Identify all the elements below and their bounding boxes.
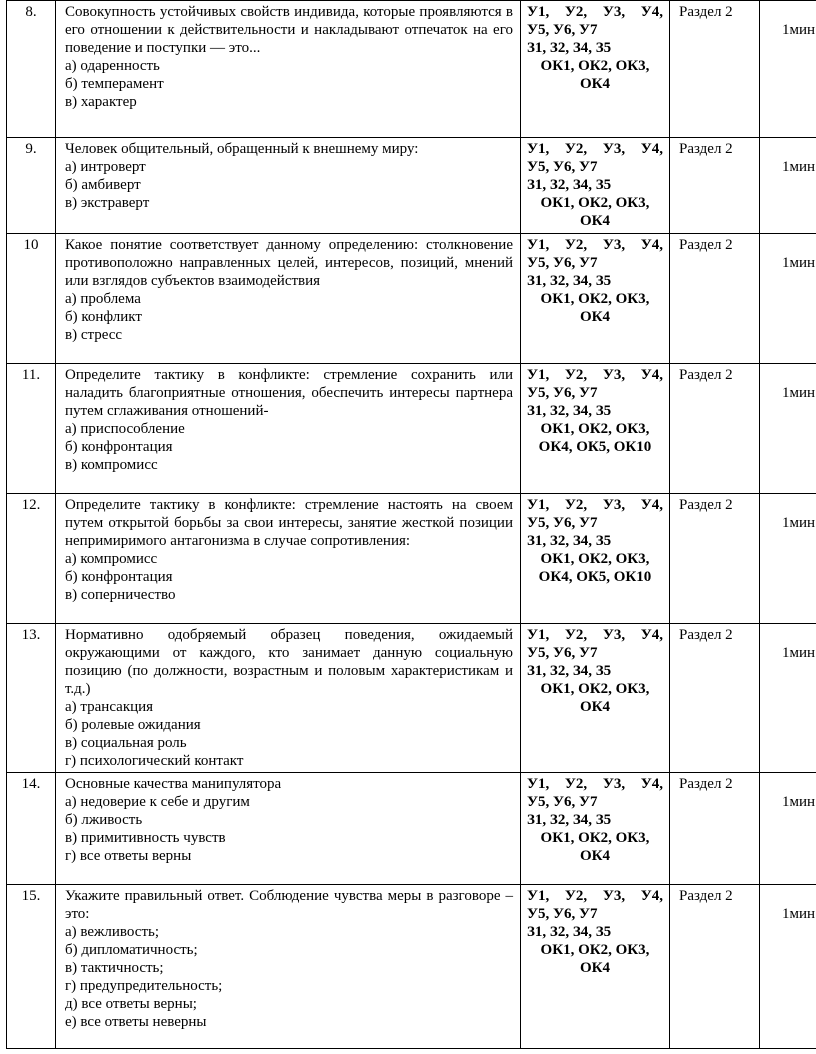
question-number: 12.	[7, 494, 56, 624]
competency-code: У2,	[564, 776, 588, 792]
section-cell: Раздел 2	[670, 1, 760, 138]
competency-code: У4,	[640, 776, 663, 792]
answer-option: а) вежливость;	[65, 924, 160, 940]
answer-option: г) предупредительность;	[65, 978, 223, 994]
answer-option: б) амбиверт	[65, 177, 141, 193]
competency-line: ОК4	[579, 960, 611, 976]
competency-line: З1, З2, З4, З5	[527, 663, 612, 679]
competency-line: ОК1, ОК2, ОК3,	[540, 291, 650, 307]
question-cell	[56, 885, 521, 1049]
time-cell: 1мин	[760, 885, 816, 1049]
competency-line: ОК1, ОК2, ОК3,	[540, 421, 650, 437]
answer-option: д) все ответы верны;	[65, 996, 197, 1012]
section-cell: Раздел 2	[670, 494, 760, 624]
competency-line: ОК4, ОК5, ОК10	[538, 439, 652, 455]
competency-code: У3,	[602, 141, 626, 157]
competency-line: У5, У6, У7	[527, 906, 598, 922]
question-cell	[56, 138, 521, 234]
answer-option: б) лживость	[65, 812, 143, 828]
section-cell: Раздел 2	[670, 364, 760, 494]
answer-option: а) проблема	[65, 291, 141, 307]
competency-line: У5, У6, У7	[527, 255, 598, 271]
answer-option: е) все ответы неверны	[65, 1014, 207, 1030]
question-number: 15.	[7, 885, 56, 1049]
competencies-cell	[521, 773, 670, 885]
table-row	[7, 138, 816, 234]
competency-line: З1, З2, З4, З5	[527, 40, 612, 56]
competency-code: У2,	[564, 4, 588, 20]
time-cell: 1мин	[760, 1, 816, 138]
section-cell: Раздел 2	[670, 773, 760, 885]
competency-code: У4,	[640, 141, 663, 157]
question-text: Укажите правильный ответ. Соблюдение чувства меры в разговоре – это:	[65, 888, 513, 922]
competency-line: ОК4, ОК5, ОК10	[538, 569, 652, 585]
competency-code: У3,	[602, 888, 626, 904]
time-cell: 1мин	[760, 234, 816, 364]
competencies-cell	[521, 1, 670, 138]
competencies-cell	[521, 885, 670, 1049]
answer-option: б) конфронтация	[65, 569, 173, 585]
question-cell	[56, 1, 521, 138]
competency-code: У2,	[564, 627, 588, 643]
answer-option: а) интроверт	[65, 159, 146, 175]
question-text: Определите тактику в конфликте: стремление сохранить или наладить благоприятные отношения, обеспечить интересы партнера путем сглаживания отношений-	[65, 367, 513, 419]
answer-option: в) экстраверт	[65, 195, 150, 211]
competency-code: У1,	[527, 627, 550, 643]
competency-code: У4,	[640, 627, 663, 643]
competency-code: У4,	[640, 237, 663, 253]
time-cell: 1мин	[760, 773, 816, 885]
competency-code: У2,	[564, 367, 588, 383]
competencies-cell	[521, 364, 670, 494]
competency-code: У1,	[527, 4, 550, 20]
table-row	[7, 885, 816, 1049]
question-text: Основные качества манипулятора	[65, 776, 282, 792]
competency-line: ОК1, ОК2, ОК3,	[540, 830, 650, 846]
section-cell: Раздел 2	[670, 234, 760, 364]
answer-option: в) компромисс	[65, 457, 158, 473]
section-cell: Раздел 2	[670, 885, 760, 1049]
competency-code: У1,	[527, 497, 550, 513]
competency-line: ОК4	[579, 309, 611, 325]
competency-code: У2,	[564, 888, 588, 904]
answer-option: а) трансакция	[65, 699, 154, 715]
time-cell: 1мин	[760, 494, 816, 624]
competency-line: З1, З2, З4, З5	[527, 403, 612, 419]
competency-line: ОК4	[579, 213, 611, 229]
competency-line: ОК4	[579, 848, 611, 864]
time-cell: 1мин	[760, 364, 816, 494]
table-row	[7, 773, 816, 885]
competency-code: У3,	[602, 497, 626, 513]
question-cell	[56, 234, 521, 364]
competency-code: У3,	[602, 367, 626, 383]
competencies-cell	[521, 234, 670, 364]
answer-option: в) характер	[65, 94, 137, 110]
answer-option: б) конфликт	[65, 309, 142, 325]
question-cell	[56, 364, 521, 494]
table-row	[7, 1, 816, 138]
table-row	[7, 624, 816, 773]
competency-line: У5, У6, У7	[527, 385, 598, 401]
answer-option: б) ролевые ожидания	[65, 717, 201, 733]
competency-code: У4,	[640, 367, 663, 383]
competency-line: У5, У6, У7	[527, 22, 598, 38]
answer-option: в) стресс	[65, 327, 123, 343]
competencies-cell	[521, 624, 670, 773]
time-cell: 1мин	[760, 624, 816, 773]
question-text: Нормативно одобряемый образец поведения, ожидаемый окружающими от каждого, кто занимает данную социальную позицию (по должности, возрастным и половым характеристикам и т.д.)	[65, 627, 513, 697]
answer-option: а) одаренность	[65, 58, 160, 74]
answer-option: г) психологический контакт	[65, 753, 244, 769]
questions-table	[6, 0, 816, 1049]
competency-line: У5, У6, У7	[527, 515, 598, 531]
question-number: 11.	[7, 364, 56, 494]
competency-code: У4,	[640, 4, 663, 20]
competency-code: У2,	[564, 237, 588, 253]
answer-option: б) дипломатичность;	[65, 942, 198, 958]
competency-line: ОК1, ОК2, ОК3,	[540, 58, 650, 74]
question-number: 14.	[7, 773, 56, 885]
answer-option: в) примитивность чувств	[65, 830, 226, 846]
section-cell: Раздел 2	[670, 138, 760, 234]
competency-line: ОК4	[579, 699, 611, 715]
competency-line: З1, З2, З4, З5	[527, 273, 612, 289]
competency-code: У1,	[527, 237, 550, 253]
time-cell: 1мин	[760, 138, 816, 234]
question-number: 8.	[7, 1, 56, 138]
competency-line: З1, З2, З4, З5	[527, 924, 612, 940]
question-number: 9.	[7, 138, 56, 234]
competency-line: З1, З2, З4, З5	[527, 177, 612, 193]
answer-option: б) темперамент	[65, 76, 164, 92]
competency-code: У2,	[564, 141, 588, 157]
question-cell	[56, 624, 521, 773]
competency-code: У1,	[527, 367, 550, 383]
competency-code: У3,	[602, 776, 626, 792]
question-text: Какое понятие соответствует данному определению: столкновение противоположно направленных целей, интересов, позиций, мнений или взглядов субъектов взаимодействия	[65, 237, 513, 289]
table-row	[7, 364, 816, 494]
answer-option: в) тактичность;	[65, 960, 164, 976]
competencies-cell	[521, 494, 670, 624]
competency-code: У3,	[602, 237, 626, 253]
answer-option: а) приспособление	[65, 421, 185, 437]
answer-option: в) социальная роль	[65, 735, 187, 751]
competency-line: ОК4	[579, 76, 611, 92]
competency-code: У3,	[602, 4, 626, 20]
competency-code: У1,	[527, 888, 550, 904]
competency-line: ОК1, ОК2, ОК3,	[540, 681, 650, 697]
question-cell	[56, 773, 521, 885]
answer-option: а) компромисс	[65, 551, 158, 567]
competency-code: У2,	[564, 497, 588, 513]
competency-code: У1,	[527, 141, 550, 157]
answer-option: а) недоверие к себе и другим	[65, 794, 250, 810]
answer-option: в) соперничество	[65, 587, 176, 603]
competency-line: ОК1, ОК2, ОК3,	[540, 195, 650, 211]
competency-code: У4,	[640, 497, 663, 513]
competencies-cell	[521, 138, 670, 234]
competency-code: У3,	[602, 627, 626, 643]
question-number: 13.	[7, 624, 56, 773]
section-cell: Раздел 2	[670, 624, 760, 773]
competency-code: У1,	[527, 776, 550, 792]
competency-line: ОК1, ОК2, ОК3,	[540, 942, 650, 958]
question-cell	[56, 494, 521, 624]
table-row	[7, 234, 816, 364]
question-text: Человек общительный, обращенный к внешнему миру:	[65, 141, 419, 157]
competency-line: З1, З2, З4, З5	[527, 533, 612, 549]
competency-line: ОК1, ОК2, ОК3,	[540, 551, 650, 567]
question-text: Определите тактику в конфликте: стремление настоять на своем путем открытой борьбы за свои интересы, занятие жесткой позиции непримиримого антагонизма в случае сопротивления:	[65, 497, 513, 549]
answer-option: б) конфронтация	[65, 439, 173, 455]
answer-option: г) все ответы верны	[65, 848, 192, 864]
table-row	[7, 494, 816, 624]
competency-code: У4,	[640, 888, 663, 904]
competency-line: З1, З2, З4, З5	[527, 812, 612, 828]
question-text: Совокупность устойчивых свойств индивида, которые проявляются в его отношении к действительности и накладывают отпечаток на его поведение и поступки — это...	[65, 4, 513, 56]
competency-line: У5, У6, У7	[527, 794, 598, 810]
competency-line: У5, У6, У7	[527, 159, 598, 175]
question-number: 10	[7, 234, 56, 364]
competency-line: У5, У6, У7	[527, 645, 598, 661]
